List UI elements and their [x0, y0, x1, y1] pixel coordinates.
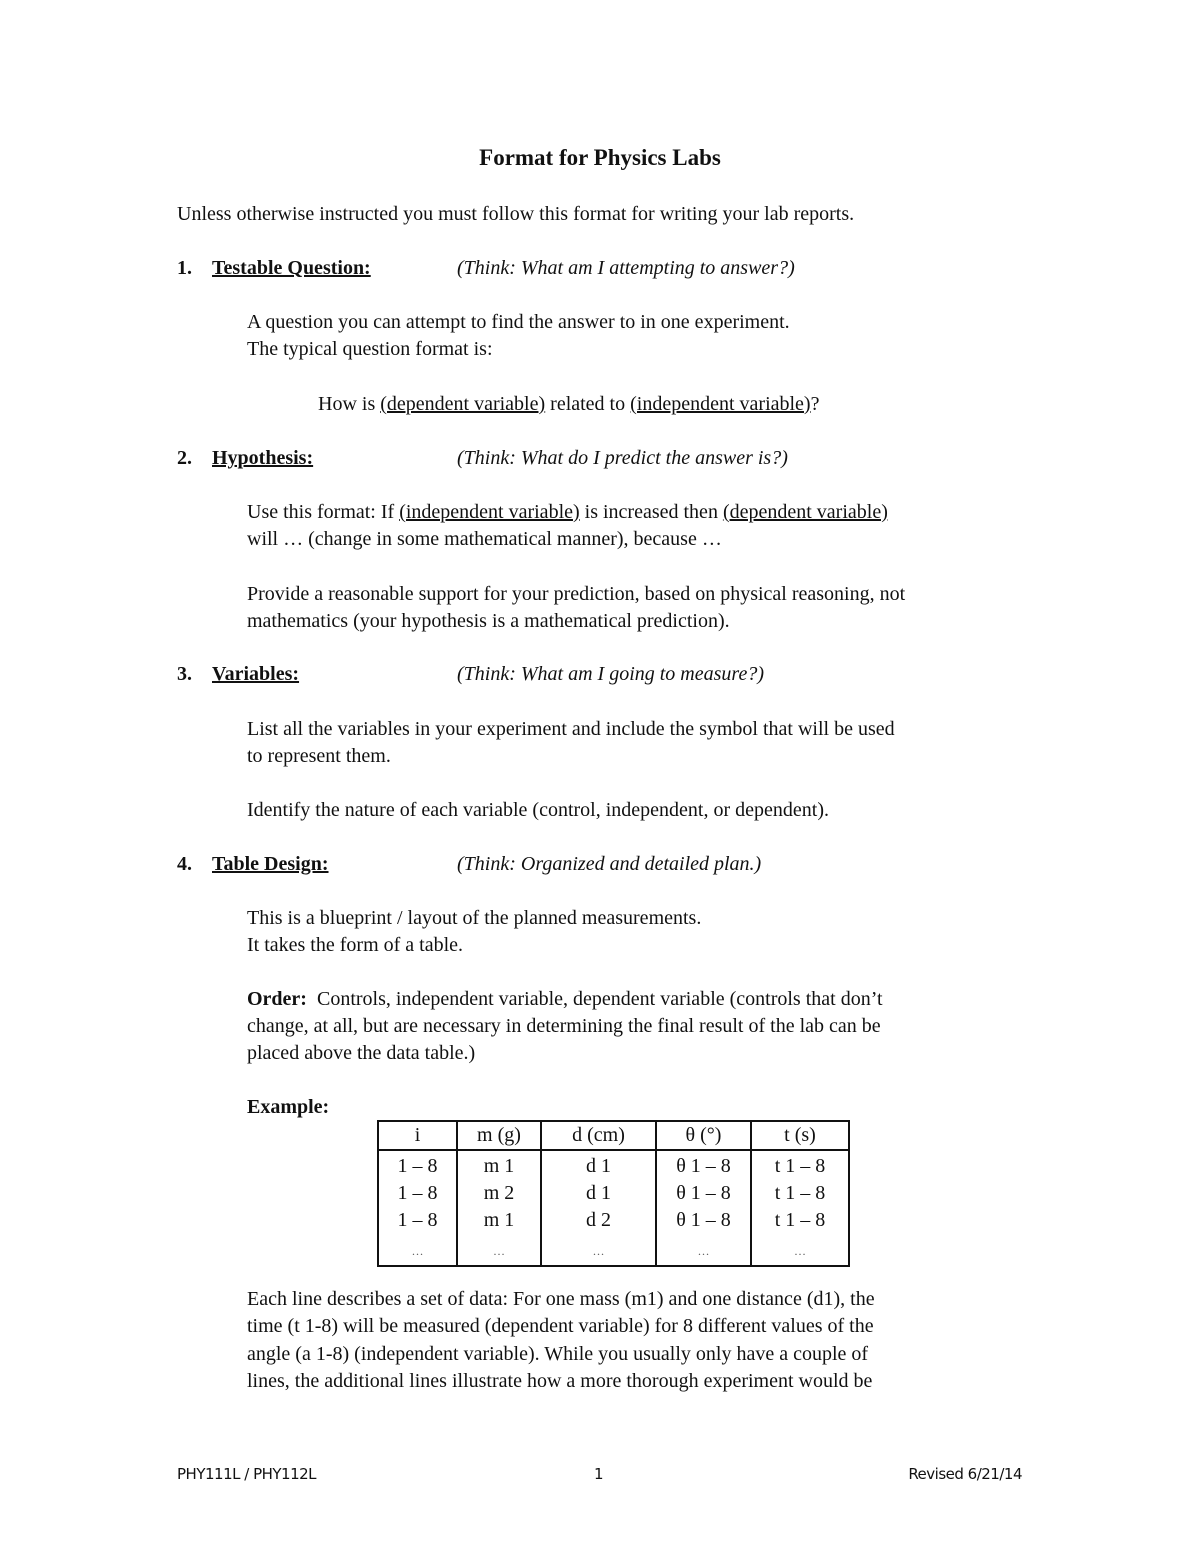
text: Controls, independent variable, dependent variable (controls that don’t [306, 988, 883, 1010]
order-text: change, at all, but are necessary in determining the final result of the lab can be [247, 1015, 881, 1037]
explanation-text: angle (a 1-8) (independent variable). While you usually only have a couple of [247, 1343, 869, 1365]
footer-revised: Revised 6/21/14 [908, 1465, 1022, 1483]
table-cell: m 2 [457, 1180, 541, 1207]
table-cell: d 2 [541, 1207, 656, 1234]
section-3-text: Identify the nature of each variable (control, independent, or dependent). [247, 799, 829, 821]
section-3-heading: Variables: [212, 663, 300, 685]
table-cell: … [751, 1234, 849, 1266]
page-number: 1 [594, 1465, 604, 1483]
column-header: i [378, 1121, 457, 1150]
table-row [378, 1234, 849, 1266]
section-2-text: mathematics (your hypothesis is a mathematical prediction). [247, 610, 730, 632]
text: How is [318, 393, 381, 415]
text: related to [545, 393, 631, 415]
order-label: Order: [247, 988, 307, 1010]
text: is increased then [579, 501, 723, 523]
table-cell: 1 – 8 [378, 1207, 457, 1234]
table-cell: d 1 [541, 1180, 656, 1207]
table-cell: m 1 [457, 1207, 541, 1234]
order-text [247, 987, 883, 1011]
question-format [318, 392, 819, 416]
example-table [377, 1120, 850, 1267]
table-cell: θ 1 – 8 [656, 1150, 751, 1180]
table-cell: θ 1 – 8 [656, 1207, 751, 1234]
column-header: θ (°) [656, 1121, 751, 1150]
section-1-think: (Think: What am I attempting to answer?) [457, 257, 795, 279]
example-label: Example: [247, 1096, 330, 1118]
table-cell: t 1 – 8 [751, 1180, 849, 1207]
table-cell: … [541, 1234, 656, 1266]
section-2-text: Provide a reasonable support for your prediction, based on physical reasoning, not [247, 583, 906, 605]
section-1-number: 1. [177, 257, 192, 279]
section-4-heading: Table Design: [212, 853, 329, 875]
section-4-text: It takes the form of a table. [247, 934, 464, 956]
section-2-number: 2. [177, 447, 192, 469]
explanation-text: lines, the additional lines illustrate how a more thorough experiment would be [247, 1370, 873, 1392]
section-2-think: (Think: What do I predict the answer is?) [457, 447, 788, 469]
table-row [378, 1180, 849, 1207]
text: Use this format: If [247, 501, 400, 523]
table-cell: 1 – 8 [378, 1150, 457, 1180]
table-cell: m 1 [457, 1150, 541, 1180]
hypothesis-format [247, 500, 888, 524]
section-2-heading: Hypothesis: [212, 447, 314, 469]
dependent-variable-text: (dependent variable) [380, 393, 546, 415]
section-3-text: to represent them. [247, 745, 391, 767]
order-text: placed above the data table.) [247, 1042, 476, 1064]
independent-variable-text: (independent variable) [399, 501, 580, 523]
section-3-text: List all the variables in your experiment and include the symbol that will be used [247, 718, 895, 740]
table-cell: t 1 – 8 [751, 1207, 849, 1234]
table-cell: … [457, 1234, 541, 1266]
footer-course: PHY111L / PHY112L [177, 1465, 317, 1483]
table-cell: … [656, 1234, 751, 1266]
section-1-heading: Testable Question: [212, 257, 371, 279]
column-header: m (g) [457, 1121, 541, 1150]
table-row [378, 1150, 849, 1180]
table-cell: d 1 [541, 1150, 656, 1180]
page-title: Format for Physics Labs [479, 145, 721, 170]
independent-variable-text: (independent variable) [630, 393, 811, 415]
table-cell: t 1 – 8 [751, 1150, 849, 1180]
section-1-text: The typical question format is: [247, 338, 493, 360]
intro-text: Unless otherwise instructed you must follow this format for writing your lab reports. [177, 203, 855, 225]
section-1-text: A question you can attempt to find the answer to in one experiment. [247, 311, 790, 333]
table-cell: 1 – 8 [378, 1180, 457, 1207]
dependent-variable-text: (dependent variable) [722, 501, 888, 523]
section-3-think: (Think: What am I going to measure?) [457, 663, 764, 685]
table-row [378, 1207, 849, 1234]
explanation-text: time (t 1-8) will be measured (dependent variable) for 8 different values of the [247, 1315, 874, 1337]
table-cell: … [378, 1234, 457, 1266]
section-3-number: 3. [177, 663, 192, 685]
section-4-text: This is a blueprint / layout of the planned measurements. [247, 907, 702, 929]
hypothesis-format-line2: will … (change in some mathematical manner), because … [247, 528, 722, 550]
column-header: t (s) [751, 1121, 849, 1150]
section-4-number: 4. [177, 853, 192, 875]
column-header: d (cm) [541, 1121, 656, 1150]
table-header-row [378, 1121, 849, 1150]
explanation-text: Each line describes a set of data: For one mass (m1) and one distance (d1), the [247, 1288, 875, 1310]
section-4-think: (Think: Organized and detailed plan.) [457, 853, 762, 875]
text: ? [810, 393, 820, 415]
table-cell: θ 1 – 8 [656, 1180, 751, 1207]
